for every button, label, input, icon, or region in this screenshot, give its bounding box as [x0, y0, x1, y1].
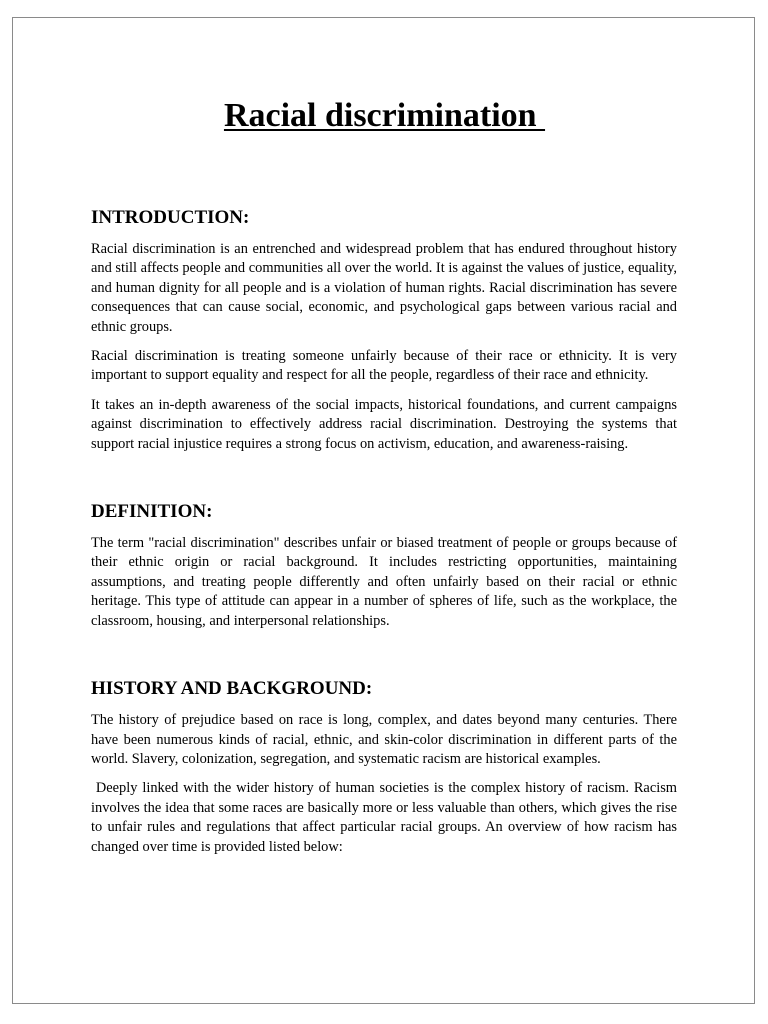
document-body: [91, 206, 681, 867]
section-heading-definition: DEFINITION:: [91, 501, 213, 523]
section-heading-history: HISTORY AND BACKGROUND:: [91, 678, 373, 700]
paragraph: It takes an in-depth awareness of the social impacts, historical foundations, and current campaigns against discrimination to effectively address racial discrimination. Destroying the systems that support racial injustice requires a strong focus on activism, education, and awareness-raising.: [91, 396, 677, 452]
document-title: [13, 96, 756, 136]
document-page: [12, 17, 755, 1004]
paragraph: The history of prejudice based on race is long, complex, and dates beyond many centuries. There have been numerous kinds of racial, ethnic, and skin-color discrimination in different parts of the world. Slavery, colonization, segregation, and systematic racism are historical examples.: [91, 712, 677, 767]
section-spacer: [91, 464, 677, 500]
paragraph: Racial discrimination is treating someone unfairly because of their race or ethnicity. It is very important to support equality and respect for all the people, regardless of their race and ethnicity.: [91, 348, 677, 384]
paragraph: The term "racial discrimination" describes unfair or biased treatment of people or groups because of their ethnic origin or racial background. It includes restricting opportunities, maintaining assumptions, and treating people differently and often unfairly based on their racial or ethnic heritage. This type of attitude can appear in a number of spheres of life, such as the workplace, the classroom, housing, and interpersonal relationships.: [91, 535, 677, 629]
document-title-text: Racial discrimination: [223, 97, 546, 134]
section-spacer: [91, 641, 677, 677]
paragraph: Deeply linked with the wider history of human societies is the complex history of racism. Racism involves the idea that some races are basically more or less valuable than others, which gives the rise to unfair rules and regulations that affect particular racial groups. An overview of how racism has changed over time is provided listed below:: [91, 780, 681, 855]
section-heading-introduction: INTRODUCTION:: [91, 207, 250, 228]
paragraph: Racial discrimination is an entrenched and widespread problem that has endured throughout history and still affects people and communities all over the world. It is against the values of justice, equality, and human dignity for all people and is a violation of human rights. Racial discrimination has severe consequences that can cause social, economic, and psychological gaps between various racial and ethnic groups.: [91, 241, 677, 335]
